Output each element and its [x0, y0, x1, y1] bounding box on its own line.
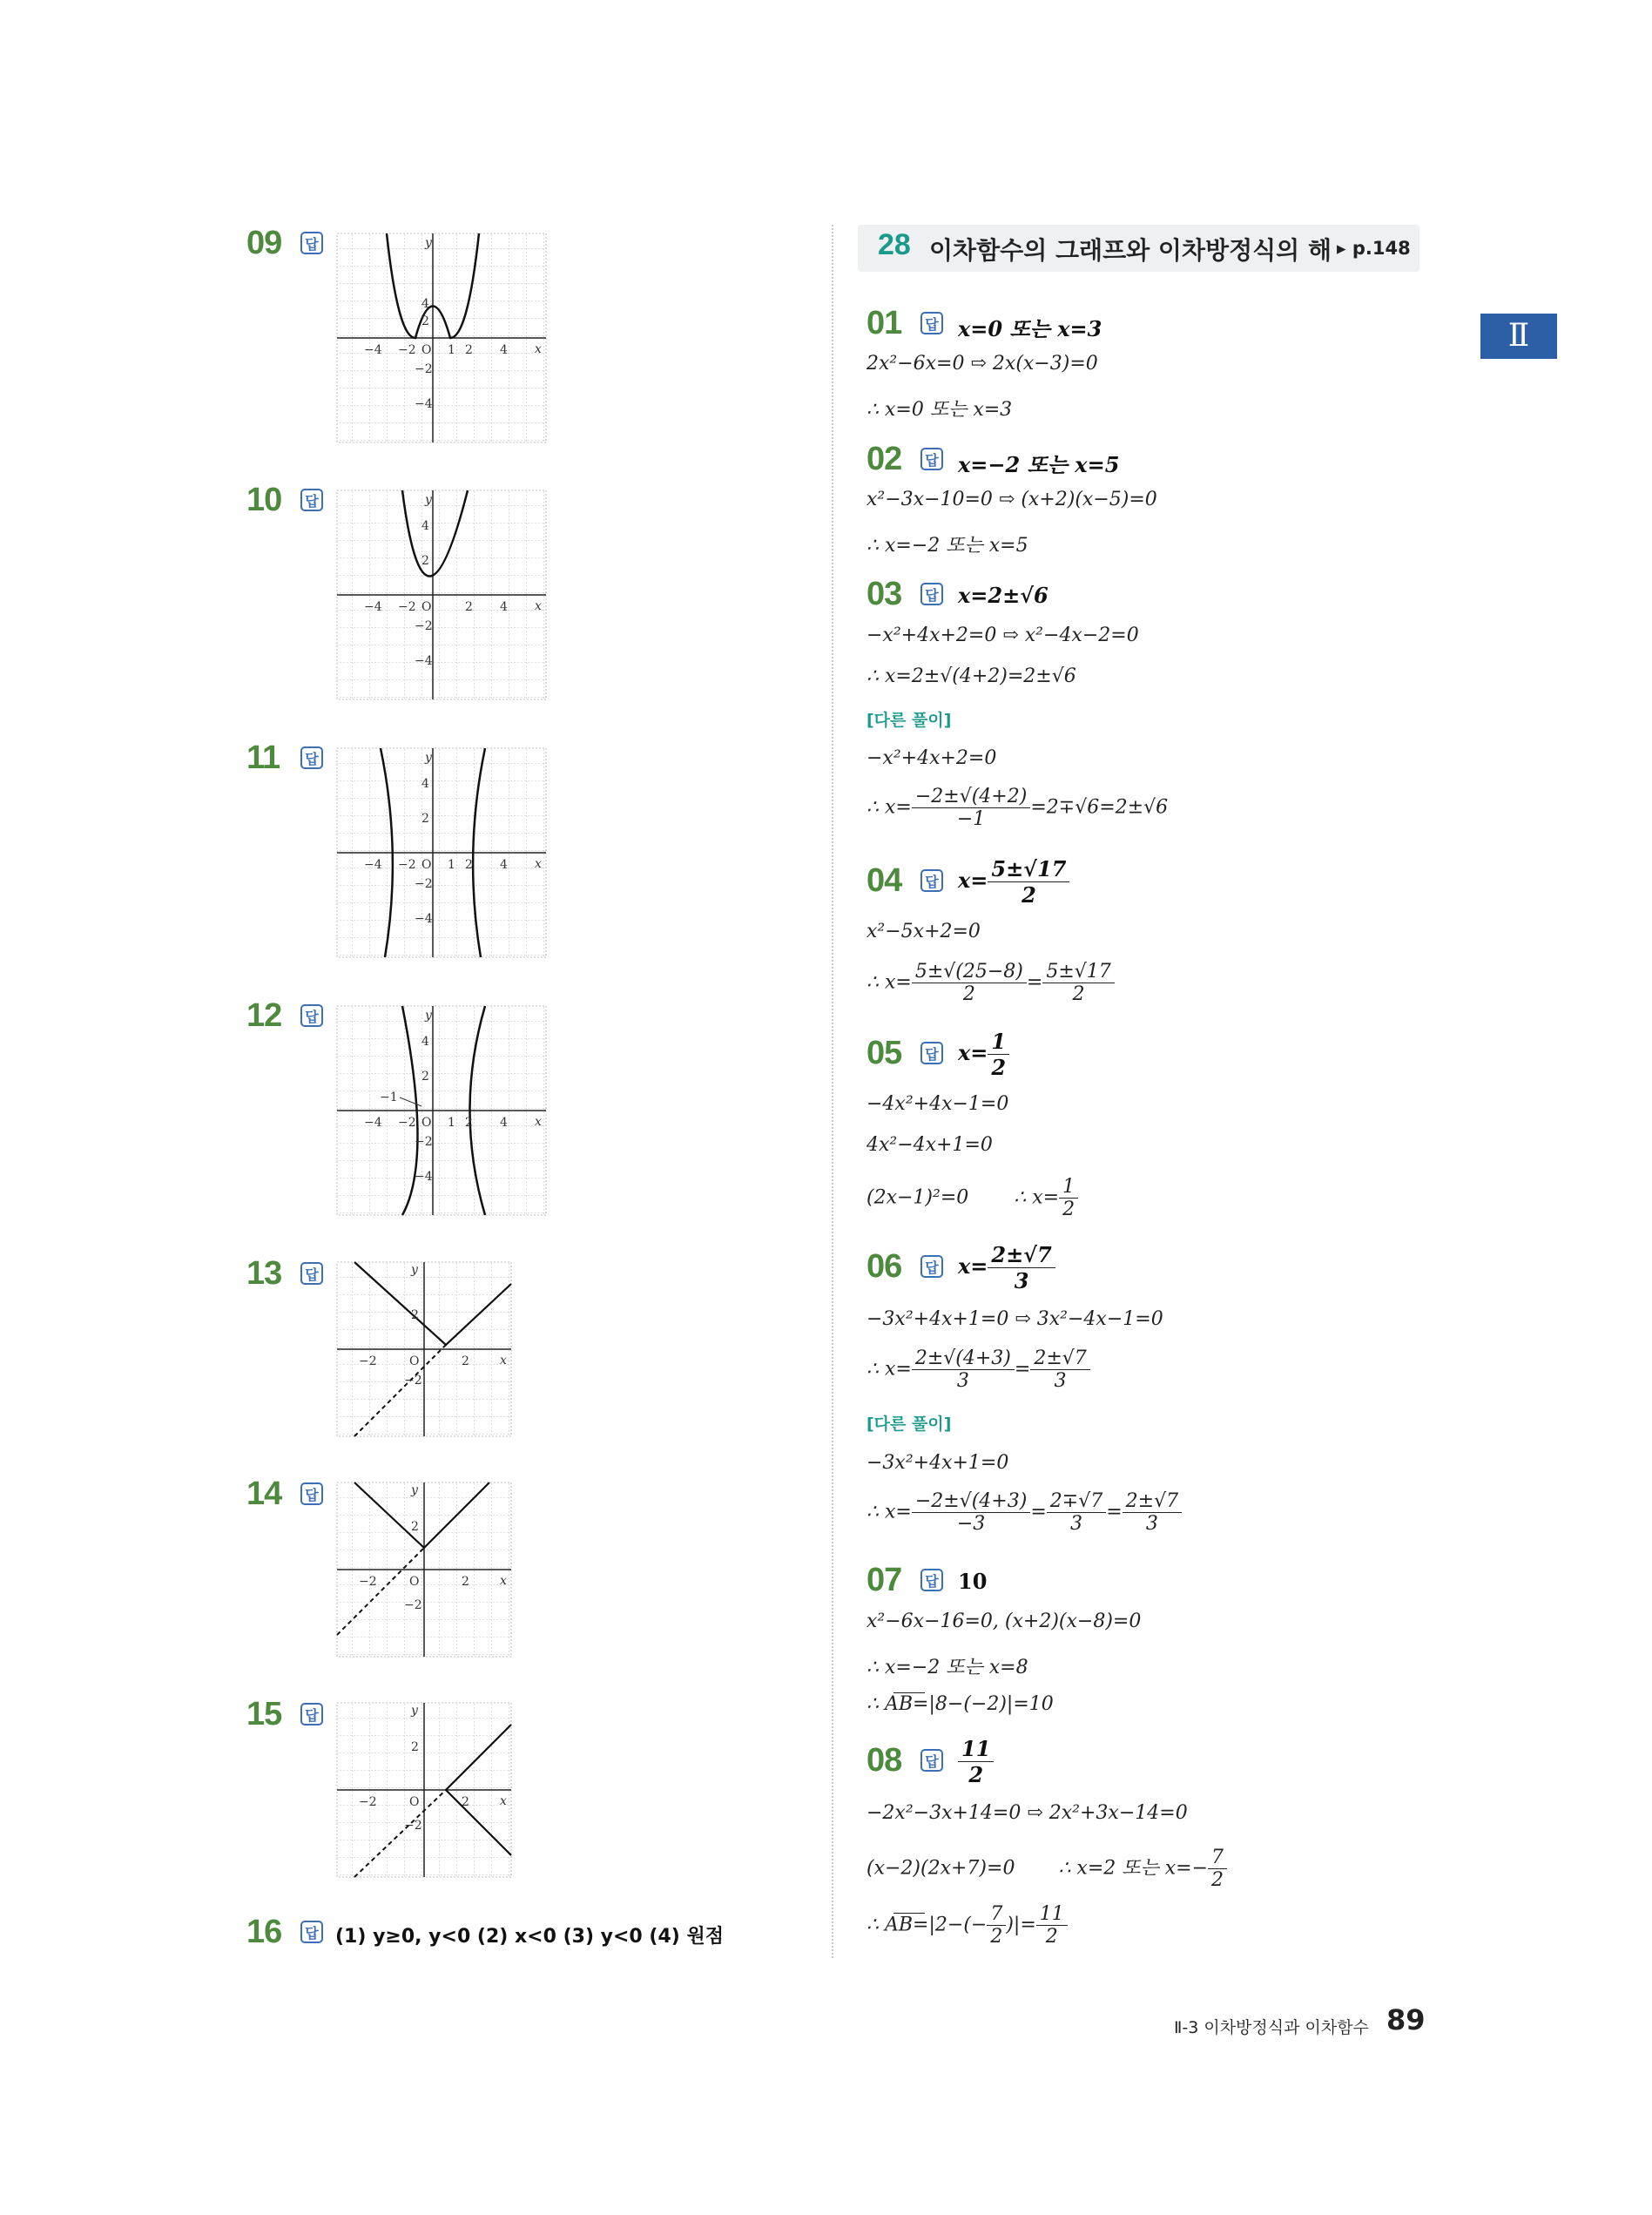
tick-label: 1	[448, 1116, 455, 1130]
x-axis-label: x	[500, 1354, 507, 1367]
tick-label: −2	[404, 1598, 422, 1612]
denominator: 2	[1072, 983, 1085, 1005]
tick-label: −2	[398, 858, 416, 872]
solution-05-step: 4x²−4x+1=0	[866, 1134, 993, 1156]
math-text: x=	[958, 868, 988, 893]
math-text: =	[1026, 971, 1043, 994]
math-text: (2x−1)²=0	[866, 1186, 969, 1209]
tick-label: 4	[500, 1116, 508, 1130]
tick-label: −2	[359, 1575, 377, 1589]
answer-badge: 답	[920, 1255, 943, 1278]
tick-label: −4	[415, 1170, 433, 1184]
solution-08-step	[866, 1847, 1227, 1891]
fraction	[1036, 1903, 1068, 1948]
solution-03-step	[866, 786, 1168, 830]
numerator: −2±√(4+2)	[912, 786, 1030, 808]
denominator: 2	[968, 1762, 984, 1787]
solution-01-answer: x=0 또는 x=3	[958, 316, 1102, 341]
denominator: 2	[1045, 1926, 1058, 1948]
y-axis-label: y	[425, 1009, 432, 1023]
fraction	[1047, 1490, 1106, 1535]
denominator: 3	[956, 1370, 969, 1392]
graph-14	[334, 1480, 514, 1659]
tick-label: 1	[448, 343, 455, 357]
solution-03-step: −x²+4x+2=0 ⇨ x²−4x−2=0	[866, 625, 1139, 646]
math-text: )|=	[1006, 1914, 1036, 1936]
solution-02-answer: x=−2 또는 x=5	[958, 452, 1120, 477]
answer-badge: 답	[300, 1921, 323, 1943]
numerator: 1	[1059, 1176, 1078, 1199]
page-reference: ▸ p.148	[1337, 238, 1411, 259]
solution-04-step: x²−5x+2=0	[866, 921, 981, 942]
y-axis-label: y	[411, 1263, 418, 1277]
answer-badge: 답	[300, 1262, 323, 1285]
solution-05-answer	[958, 1029, 1009, 1080]
problem-12-number: 12	[246, 997, 282, 1034]
tick-label: 2	[421, 812, 429, 826]
y-axis-label: y	[411, 1483, 418, 1497]
denominator: 2	[1062, 1199, 1075, 1220]
math-text: ∴ x=	[1014, 1186, 1060, 1209]
solution-02-step: x²−3x−10=0 ⇨ (x+2)(x−5)=0	[866, 489, 1157, 510]
solution-07-step: ∴ AB=|8−(−2)|=10	[866, 1693, 1054, 1715]
y-axis-label: y	[425, 751, 432, 765]
solution-08-step: −2x²−3x+14=0 ⇨ 2x²+3x−14=0	[866, 1802, 1188, 1824]
tick-label: 4	[500, 343, 508, 357]
tick-label: −2	[415, 362, 433, 376]
tick-label: 2	[465, 1116, 473, 1130]
tick-label: −2	[404, 1819, 422, 1833]
chapter-tab: Ⅱ	[1480, 314, 1557, 359]
tick-label: −2	[415, 1135, 433, 1149]
tick-label: −4	[415, 397, 433, 411]
tick-label: 4	[421, 777, 429, 791]
math-text: =	[1014, 1358, 1031, 1381]
solution-01-step: 2x²−6x=0 ⇨ 2x(x−3)=0	[866, 353, 1098, 375]
denominator: 2	[1022, 882, 1036, 908]
tick-label: −2	[359, 1354, 377, 1368]
x-axis-label: x	[500, 1794, 507, 1808]
math-text: =2∓√6=2±√6	[1030, 796, 1169, 819]
solution-06-answer	[958, 1242, 1055, 1293]
numerator: 7	[987, 1903, 1006, 1926]
origin-label: O	[421, 858, 432, 872]
solution-08-step	[866, 1903, 1068, 1948]
problem-16-number: 16	[246, 1914, 282, 1950]
denominator: −3	[956, 1513, 986, 1535]
solution-01-number: 01	[866, 305, 902, 341]
solution-04-answer	[958, 856, 1069, 908]
problem-10-number: 10	[246, 482, 282, 518]
tick-label: −4	[364, 1116, 382, 1130]
tick-label: −2	[404, 1374, 422, 1388]
problem-15-number: 15	[246, 1696, 282, 1732]
tick-label: 2	[465, 343, 473, 357]
solution-03-step: −x²+4x+2=0	[866, 747, 997, 769]
problem-16-answer: (1) y≥0, y<0 (2) x<0 (3) y<0 (4) 원점	[335, 1926, 724, 1948]
alternative-solution-label: [다른 풀이]	[866, 711, 952, 730]
problem-14-number: 14	[246, 1476, 282, 1512]
numerator: 1	[988, 1029, 1009, 1055]
fraction	[912, 1490, 1030, 1535]
tick-label: −2	[398, 1116, 416, 1130]
solution-07-answer: 10	[958, 1569, 988, 1594]
footer-chapter: Ⅱ-3 이차방정식과 이차함수	[1174, 2018, 1369, 2037]
x-axis-label: x	[500, 1574, 507, 1588]
answer-badge: 답	[920, 869, 943, 892]
tick-label: 2	[462, 1795, 469, 1809]
solution-06-number: 06	[866, 1248, 902, 1285]
math-text: ∴ x=	[866, 796, 912, 819]
graph-09	[334, 231, 549, 445]
numerator: 2±√7	[1123, 1490, 1182, 1513]
denominator: 2	[1211, 1869, 1224, 1891]
solution-08-number: 08	[866, 1742, 902, 1779]
solution-06-step: −3x²+4x+1=0 ⇨ 3x²−4x−1=0	[866, 1308, 1163, 1330]
fraction	[1042, 961, 1114, 1005]
tick-label: −2	[398, 600, 416, 614]
math-text: x=	[958, 1040, 988, 1065]
tick-label: 4	[500, 858, 508, 872]
answer-badge: 답	[920, 448, 943, 470]
solution-01-step: ∴ x=0 또는 x=3	[866, 399, 1013, 421]
solution-03-step: ∴ x=2±√(4+2)=2±√6	[866, 665, 1076, 687]
tick-label: −1	[380, 1091, 398, 1104]
origin-label: O	[409, 1354, 420, 1368]
math-text: ∴ x=	[866, 1501, 912, 1523]
graph-12	[334, 1003, 549, 1218]
tick-label: 4	[500, 600, 508, 614]
solution-05-step: −4x²+4x−1=0	[866, 1093, 1009, 1115]
tick-label: −4	[415, 912, 433, 926]
tick-label: 2	[462, 1354, 469, 1368]
math-text: ∴ x=2 또는 x=−	[1058, 1857, 1209, 1880]
tick-label: 1	[448, 858, 455, 872]
x-axis-label: x	[535, 599, 542, 613]
tick-label: 2	[465, 600, 473, 614]
graph-11	[334, 746, 549, 960]
answer-badge: 답	[300, 1703, 323, 1725]
answer-badge: 답	[300, 232, 323, 254]
problem-13-number: 13	[246, 1255, 282, 1292]
tick-label: 4	[421, 297, 429, 311]
tick-label: −4	[364, 600, 382, 614]
tick-label: 4	[421, 1035, 429, 1049]
y-axis-label: y	[411, 1704, 418, 1718]
numerator: 5±√17	[988, 856, 1069, 882]
numerator: −2±√(4+3)	[912, 1490, 1030, 1513]
tick-label: −2	[398, 343, 416, 357]
solution-04-number: 04	[866, 862, 902, 899]
fraction	[1123, 1490, 1182, 1535]
tick-label: 2	[465, 858, 473, 872]
answer-badge: 답	[300, 746, 323, 769]
numerator: 5±√17	[1042, 961, 1114, 983]
numerator: 2±√7	[988, 1242, 1055, 1268]
solution-03-number: 03	[866, 576, 902, 612]
tick-label: 2	[411, 1308, 419, 1322]
tick-label: −2	[415, 619, 433, 633]
fraction	[1059, 1176, 1078, 1220]
numerator: 11	[958, 1736, 994, 1762]
math-text: ∴ x=	[866, 971, 912, 994]
math-text: ∴ x=	[866, 1358, 912, 1381]
tick-label: 2	[421, 1070, 429, 1084]
math-text: x=	[958, 1253, 988, 1279]
answer-badge: 답	[300, 1004, 323, 1027]
fraction	[988, 1242, 1055, 1293]
answer-badge: 답	[920, 583, 943, 605]
solution-05-number: 05	[866, 1035, 902, 1071]
numerator: 11	[1036, 1903, 1068, 1926]
fraction	[1208, 1847, 1227, 1891]
answer-badge: 답	[300, 1482, 323, 1505]
solution-02-step: ∴ x=−2 또는 x=5	[866, 535, 1028, 557]
solution-04-step	[866, 961, 1115, 1005]
numerator: 2±√7	[1030, 1347, 1089, 1370]
math-text: =	[1030, 1501, 1047, 1523]
math-text: =	[1106, 1501, 1123, 1523]
fraction	[1030, 1347, 1089, 1392]
solution-06-step: −3x²+4x+1=0	[866, 1452, 1009, 1474]
answer-badge: 답	[920, 1569, 943, 1591]
page-number: 89	[1386, 2003, 1426, 2036]
denominator: 3	[1145, 1513, 1158, 1535]
solution-08-answer	[958, 1736, 994, 1787]
denominator: 2	[990, 1926, 1003, 1948]
x-axis-label: x	[535, 342, 542, 356]
math-text: ∴ AB=|2−(−	[866, 1914, 988, 1936]
tick-label: 4	[421, 519, 429, 533]
x-axis-label: x	[535, 1115, 542, 1129]
origin-label: O	[421, 1116, 432, 1130]
solution-07-step: x²−6x−16=0, (x+2)(x−8)=0	[866, 1611, 1142, 1632]
answer-badge: 답	[300, 489, 323, 511]
answer-badge: 답	[920, 312, 943, 334]
tick-label: 2	[411, 1740, 419, 1754]
origin-label: O	[421, 600, 432, 614]
fraction	[988, 856, 1069, 908]
overline-ab	[893, 1692, 925, 1693]
solution-06-step	[866, 1347, 1090, 1392]
graph-10	[334, 488, 549, 702]
origin-label: O	[409, 1795, 420, 1809]
solution-07-step: ∴ x=−2 또는 x=8	[866, 1657, 1028, 1678]
denominator: 2	[991, 1055, 1007, 1080]
fraction	[958, 1736, 994, 1787]
graph-13	[334, 1259, 514, 1439]
fraction	[988, 1029, 1009, 1080]
denominator: 2	[962, 983, 975, 1005]
fraction	[912, 1347, 1015, 1392]
origin-label: O	[421, 343, 432, 357]
tick-label: −4	[415, 654, 433, 668]
tick-label: −4	[364, 858, 382, 872]
graph-15	[334, 1700, 514, 1880]
problem-09-number: 09	[246, 225, 282, 261]
answer-badge: 답	[920, 1749, 943, 1772]
math-text: (x−2)(2x+7)=0	[866, 1857, 1015, 1880]
answer-badge: 답	[920, 1042, 943, 1064]
tick-label: −2	[415, 877, 433, 891]
numerator: 5±√(25−8)	[912, 961, 1027, 983]
tick-label: 2	[421, 554, 429, 568]
solution-02-number: 02	[866, 441, 902, 477]
origin-label: O	[409, 1575, 420, 1589]
fraction	[987, 1903, 1006, 1948]
overline-ab	[893, 1913, 925, 1914]
tick-label: 2	[421, 314, 429, 328]
x-axis-label: x	[535, 857, 542, 871]
numerator: 2±√(4+3)	[912, 1347, 1015, 1370]
tick-label: 2	[462, 1575, 469, 1589]
fraction	[912, 961, 1027, 1005]
denominator: −1	[956, 808, 986, 830]
solution-06-step	[866, 1490, 1182, 1535]
numerator: 2∓√7	[1047, 1490, 1106, 1513]
solution-05-step	[866, 1176, 1078, 1220]
section-title: 이차함수의 그래프와 이차방정식의 해	[929, 236, 1332, 265]
alternative-solution-label: [다른 풀이]	[866, 1415, 952, 1434]
solution-07-number: 07	[866, 1562, 902, 1598]
fraction	[912, 786, 1030, 830]
tick-label: 2	[411, 1520, 419, 1534]
problem-11-number: 11	[246, 739, 280, 776]
tick-label: −4	[364, 343, 382, 357]
y-axis-label: y	[425, 493, 432, 507]
numerator: 7	[1208, 1847, 1227, 1869]
denominator: 3	[1069, 1513, 1082, 1535]
solution-03-answer: x=2±√6	[958, 583, 1049, 608]
denominator: 3	[1014, 1268, 1029, 1293]
tick-label: −2	[359, 1795, 377, 1809]
denominator: 3	[1054, 1370, 1067, 1392]
column-divider	[832, 225, 833, 1958]
y-axis-label: y	[425, 236, 432, 250]
section-number: 28	[878, 228, 911, 261]
